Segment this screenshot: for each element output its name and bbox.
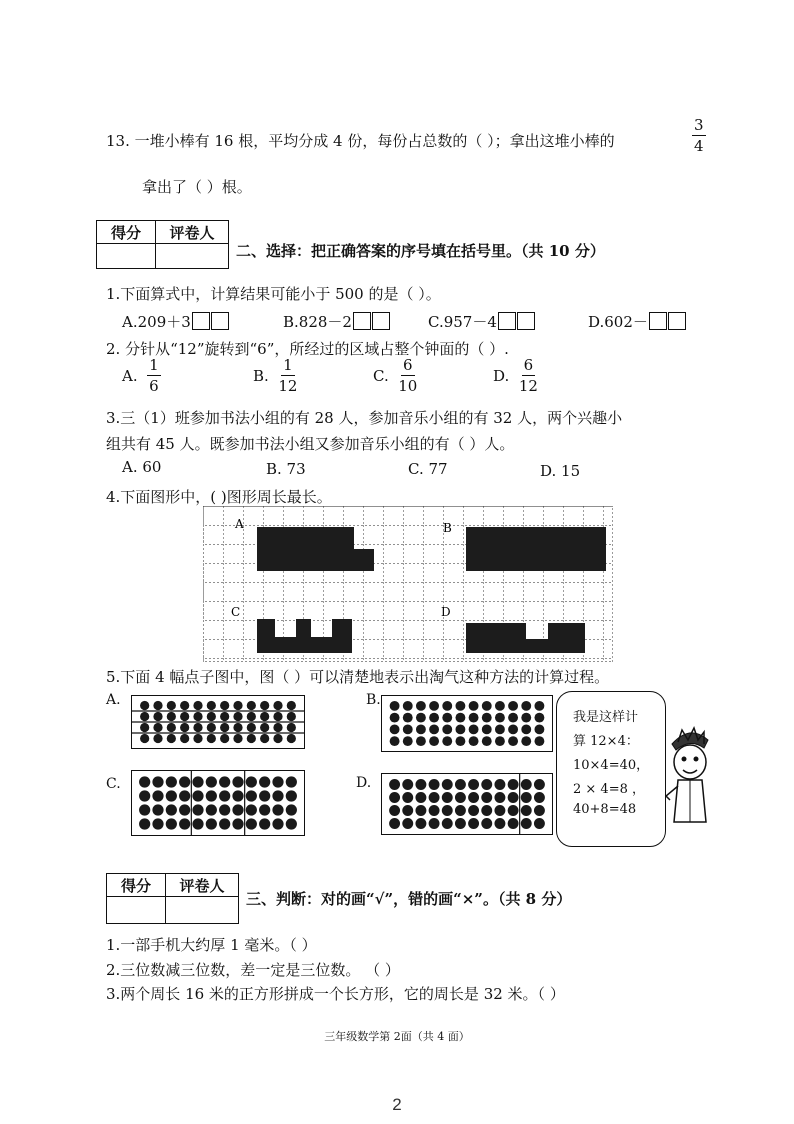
section2-heading: 二、选择：把正确答案的序号填在括号里。（共 10 分） [236,242,605,260]
dot [272,818,283,829]
dot [232,804,243,815]
dot [206,818,217,829]
dot-panel-b [381,695,553,752]
dot [272,790,283,801]
dot [482,736,492,746]
dot [469,701,479,711]
dot [233,723,242,732]
q2-option-a-num: 1 [149,356,159,374]
q2-option-b-label: B. [253,367,269,385]
dot [442,713,452,723]
q2-option-c-num: 6 [403,356,413,374]
dot [390,736,400,746]
grader-header: 评卷人 [156,221,229,244]
dot [402,805,413,816]
dot [429,805,440,816]
dot [192,776,203,787]
dot [259,776,270,787]
dot [180,723,189,732]
dot [521,713,531,723]
dot [455,701,465,711]
dot [468,805,479,816]
dot [416,713,426,723]
dot [167,712,176,721]
panel-label-a: A. [106,692,121,708]
dot [140,701,149,710]
q1-option-a [122,311,229,332]
speech-line-4: 2 × 4=8 ， [573,782,645,797]
dot [429,713,439,723]
score-table-2 [106,873,239,924]
q1-stem: 1.下面算式中，计算结果可能小于 500 的是（ ）。 [106,285,441,303]
dot [389,779,400,790]
dot [415,779,426,790]
dot [534,818,545,829]
blank-box[interactable] [649,312,667,330]
q2-option-c-den: 10 [398,377,418,395]
dot [521,701,531,711]
dot [273,712,282,721]
dot [429,792,440,803]
q5-stem: 5.下面 4 幅点子图中，图（ ）可以清楚地表示出淘气这种方法的计算过程。 [106,668,610,686]
dot [166,818,177,829]
dot [508,805,519,816]
dot [260,701,269,710]
dot [494,792,505,803]
dot [468,779,479,790]
dot [219,790,230,801]
dot [192,790,203,801]
dot [468,818,479,829]
dot [468,792,479,803]
dot [273,734,282,743]
q4-stem: 4.下面图形中，( )图形周长最长。 [106,488,332,506]
dot [232,776,243,787]
dot [429,779,440,790]
dot [403,713,413,723]
q2-option-d [493,358,538,394]
dot [193,723,202,732]
speech-line-2: 算 12×4： [573,734,639,749]
dot [219,804,230,815]
q1-option-c [428,311,535,332]
dot-panel-a [131,695,305,749]
blank-box[interactable] [353,312,371,330]
dot [152,818,163,829]
dot [521,736,531,746]
q3-option-c: C. 77 [408,460,448,478]
dot [389,805,400,816]
dot [287,723,296,732]
dot [206,804,217,815]
dot [455,792,466,803]
shape-b [466,527,606,571]
dot [508,724,518,734]
q2-option-a-label: A. [122,367,138,385]
dot [246,818,257,829]
q1-option-b [283,311,390,332]
panel-label-c: C. [106,776,121,792]
dot [442,701,452,711]
dot [429,724,439,734]
dot [259,790,270,801]
dot [233,712,242,721]
dot [415,805,426,816]
dot [508,818,519,829]
dot [469,724,479,734]
dot [247,723,256,732]
dot [482,724,492,734]
panel-label-d: D. [356,775,372,791]
dot [287,701,296,710]
score-cell[interactable] [97,244,156,269]
dot [416,724,426,734]
dot [508,779,519,790]
dot [455,818,466,829]
dot [494,779,505,790]
dot [207,701,216,710]
dot [192,818,203,829]
dot [402,792,413,803]
dot [403,724,413,734]
dot [482,701,492,711]
q2-option-c [373,358,417,394]
dot [429,701,439,711]
dot [260,734,269,743]
dot [220,734,229,743]
dot [495,724,505,734]
dot [481,818,492,829]
dot [390,724,400,734]
dot [179,818,190,829]
dot [247,734,256,743]
dot [455,805,466,816]
dot [260,723,269,732]
dot [534,805,545,816]
dot [481,805,492,816]
q13-line1: 13. 一堆小棒有 16 根，平均分成 4 份，每份占总数的（ ）；拿出这堆小棒的 [106,132,615,150]
dot [403,701,413,711]
dot [442,805,453,816]
dot [220,701,229,710]
score-cell[interactable] [107,897,166,924]
dot [180,734,189,743]
dot [508,736,518,746]
dot [246,776,257,787]
dot [534,792,545,803]
judge-item-3: 3.两个周长 16 米的正方形拼成一个长方形，它的周长是 32 米。（ ） [106,985,565,1003]
score-header: 得分 [107,874,166,897]
q2-option-d-den: 12 [518,377,538,395]
speech-line-5: 40+8=48 [573,802,637,817]
dot [521,792,532,803]
speech-bubble [556,691,666,847]
dot [390,713,400,723]
dot [247,712,256,721]
dot [219,776,230,787]
dot [429,736,439,746]
dot [220,723,229,732]
dot [140,712,149,721]
dot [167,701,176,710]
dot [455,779,466,790]
dot [220,712,229,721]
dot [442,792,453,803]
dot [534,724,544,734]
q1-option-b-text: B.828－2 [283,313,352,331]
dot [521,818,532,829]
shape-label-d: D [441,605,451,619]
q2-option-d-label: D. [493,367,510,385]
q3-option-d: D. 15 [540,462,581,480]
dot [389,818,400,829]
dot [233,701,242,710]
dot [180,701,189,710]
q2-option-b [253,358,297,394]
dot [219,818,230,829]
dot [152,790,163,801]
dot [534,736,544,746]
grader-cell[interactable] [166,897,239,924]
dot [206,776,217,787]
dot [272,804,283,815]
dot [193,701,202,710]
dot [482,713,492,723]
dot [416,736,426,746]
dot [508,713,518,723]
dot-panel-c [131,770,305,836]
q13-line2: 拿出了（ ）根。 [142,178,252,196]
q2-option-b-num: 1 [283,356,293,374]
dot [455,736,465,746]
dot [166,804,177,815]
dot [389,792,400,803]
q1-option-d-text: D.602－ [588,313,648,331]
speech-line-3: 10×4=40， [573,758,650,773]
dot [153,723,162,732]
dot [415,818,426,829]
dot [403,736,413,746]
speech-line-1: 我是这样计 [573,710,639,725]
dot [442,736,452,746]
dot [232,818,243,829]
blank-box[interactable] [498,312,516,330]
dot [153,701,162,710]
dot [207,734,216,743]
dot [521,724,531,734]
dot [481,779,492,790]
dot [260,712,269,721]
dot [273,723,282,732]
page-footer: 三年级数学第 2面（共 4 面） [324,1030,470,1043]
dot [286,790,297,801]
score-table-1 [96,220,229,269]
dot [287,734,296,743]
q3-option-b: B. 73 [266,460,306,478]
dot [179,790,190,801]
grader-header: 评卷人 [166,874,239,897]
dot [193,712,202,721]
dot [442,724,452,734]
dot [508,792,519,803]
dot [193,734,202,743]
dot [153,734,162,743]
dot [139,804,150,815]
dot [166,776,177,787]
page-number: 2 [392,1095,402,1114]
dot [179,804,190,815]
dot [152,776,163,787]
blank-box[interactable] [668,312,686,330]
dot [469,736,479,746]
dot [286,804,297,815]
dot [534,701,544,711]
shape-label-b: B [443,521,452,535]
q13-fraction [692,118,706,154]
q2-option-c-label: C. [373,367,389,385]
dot [494,805,505,816]
dot [139,818,150,829]
dot [167,723,176,732]
panel-label-b: B. [366,692,381,708]
q2-option-a-den: 6 [149,377,159,395]
dot [495,736,505,746]
dot [180,712,189,721]
dot [534,713,544,723]
dot [415,792,426,803]
dot [153,712,162,721]
dot [495,713,505,723]
q3-option-a: A. 60 [122,458,162,476]
q13-frac-den: 4 [694,137,704,155]
score-header: 得分 [97,221,156,244]
dot [494,818,505,829]
dot [442,818,453,829]
blank-box[interactable] [192,312,210,330]
dot [521,779,532,790]
dot [207,712,216,721]
dot [455,724,465,734]
dot [429,818,440,829]
shape-d [466,623,585,653]
dot [139,790,150,801]
judge-item-2: 2.三位数减三位数，差一定是三位数。 （ ） [106,961,400,979]
perimeter-grid-figure [203,506,613,662]
q1-option-a-text: A.209＋3 [122,313,191,331]
blank-box[interactable] [211,312,229,330]
dot [247,701,256,710]
dot [287,712,296,721]
shape-c [257,619,352,653]
dot [207,723,216,732]
dot [140,723,149,732]
q1-option-d [588,311,686,332]
dot [521,805,532,816]
dot [442,779,453,790]
dot [481,792,492,803]
dot [390,701,400,711]
q2-option-b-den: 12 [278,377,298,395]
dot-panel-d [381,773,553,835]
dot [246,790,257,801]
dot [534,779,545,790]
dot [402,818,413,829]
dot [192,804,203,815]
dot [416,701,426,711]
q2-stem: 2. 分针从“12”旋转到“6”，所经过的区域占整个钟面的（ ）. [106,340,509,358]
dot [233,734,242,743]
q1-option-c-text: C.957－4 [428,313,497,331]
blank-box[interactable] [517,312,535,330]
dot [402,779,413,790]
section3-heading: 三、判断：对的画“√”，错的画“×”。（共 8 分） [246,890,572,908]
dot [259,804,270,815]
q2-option-a [122,358,161,394]
dot [286,776,297,787]
dot [508,701,518,711]
q13-frac-num: 3 [694,116,704,134]
dot [140,734,149,743]
q2-option-d-num: 6 [523,356,534,374]
dot [206,790,217,801]
dot [286,818,297,829]
dot [152,804,163,815]
cartoon-boy-illustration [664,722,716,830]
judge-item-1: 1.一部手机大约厚 1 毫米。（ ） [106,936,317,954]
dot [166,790,177,801]
dot [469,713,479,723]
dot [232,790,243,801]
blank-box[interactable] [372,312,390,330]
dot [139,776,150,787]
dot [179,776,190,787]
dot [455,713,465,723]
dot [273,701,282,710]
dot [246,804,257,815]
shape-label-a: A [235,517,244,531]
q3-line2: 组共有 45 人。既参加书法小组又参加音乐小组的有（ ）人。 [106,435,515,453]
shape-label-c: C [231,605,241,619]
dot [259,818,270,829]
grader-cell[interactable] [156,244,229,269]
dot [495,701,505,711]
q3-line1: 3.三（1）班参加书法小组的有 28 人，参加音乐小组的有 32 人，两个兴趣小 [106,409,623,427]
dot [272,776,283,787]
dot [167,734,176,743]
